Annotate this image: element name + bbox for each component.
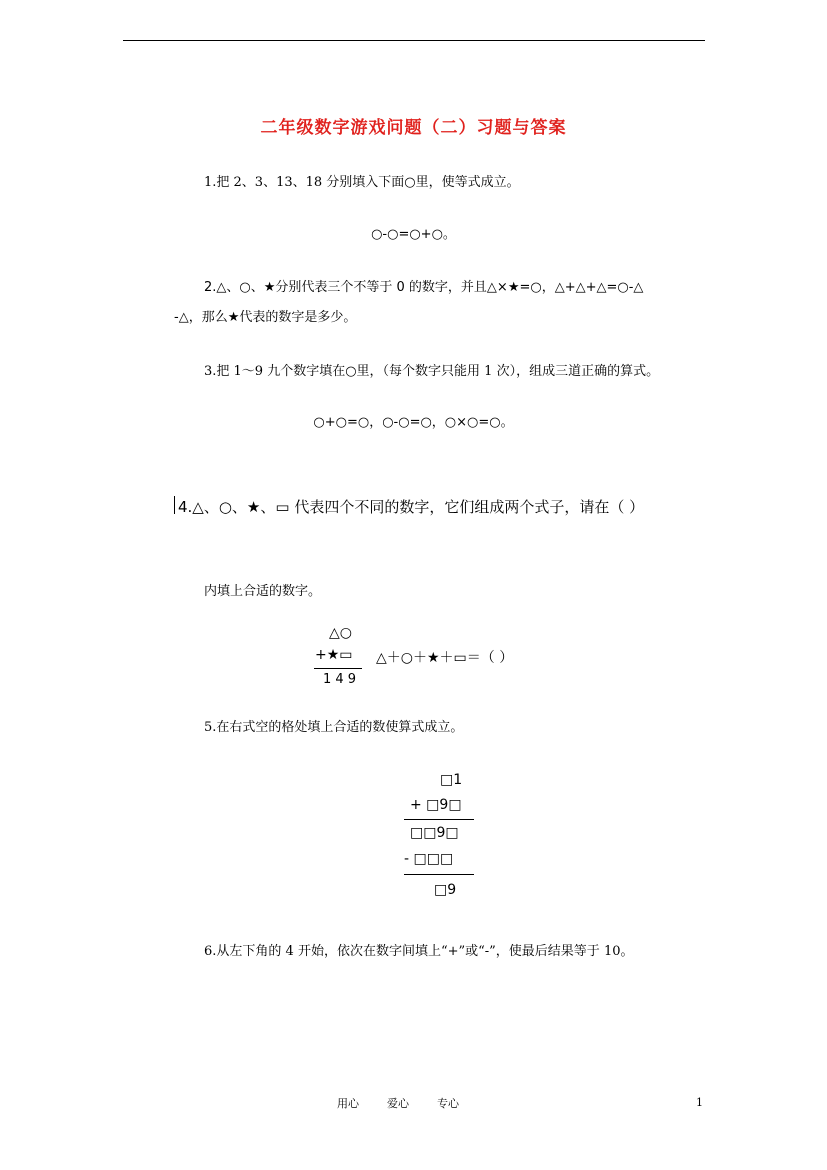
header-rule (123, 40, 705, 41)
page-title: 二年级数字游戏问题（二）习题与答案 (260, 118, 567, 138)
question-6-text: 6.从左下角的 4 开始，依次在数字间填上“+”或“-”，使最后结果等于 10。 (204, 944, 634, 959)
vertical-row-4: - □□□ (404, 851, 454, 867)
question-2-line-1: 2.△、○、★分别代表三个不等于 0 的数字，并且△×★=○，△+△+△=○-△ (204, 280, 644, 295)
question-5-text: 5.在右式空的格处填上合适的数使算式成立。 (204, 720, 464, 735)
vertical-row-3: □□9□ (410, 825, 459, 841)
addition-top-row: △○ (329, 625, 352, 641)
addition-rule (314, 668, 362, 669)
margin-bar (174, 496, 175, 514)
vertical-rule-2 (404, 874, 474, 875)
question-4-line-2: 内填上合适的数字。 (204, 584, 322, 599)
question-3-equation: ○+○=○，○-○=○，○×○=○。 (313, 415, 514, 430)
vertical-row-5: □9 (434, 882, 457, 898)
vertical-row-2: + □9□ (410, 797, 462, 813)
question-1-equation: ○-○=○+○。 (371, 227, 456, 242)
question-1-text: 1.把 2、3、13、18 分别填入下面○里，使等式成立。 (204, 175, 520, 190)
page-number: 1 (696, 1096, 703, 1109)
question-3-text: 3.把 1～9 九个数字填在○里，（每个数字只能用 1 次），组成三道正确的算式。 (204, 364, 660, 379)
footer-motto-2: 爱心 (387, 1097, 409, 1110)
addition-result: 1 4 9 (323, 672, 357, 687)
footer-motto-3: 专心 (437, 1097, 459, 1110)
question-4-line-1: 4.△、○、★、▭ 代表四个不同的数字，它们组成两个式子，请在（ ） (178, 498, 645, 516)
footer-motto-1: 用心 (337, 1097, 359, 1110)
vertical-row-1: □1 (440, 772, 463, 788)
question-2-line-2: -△，那么★代表的数字是多少。 (174, 310, 357, 325)
question-4-expression: △＋○＋★＋▭＝（ ） (376, 650, 514, 666)
addition-middle-row: +★▭ (315, 647, 353, 663)
vertical-rule-1 (404, 819, 474, 820)
